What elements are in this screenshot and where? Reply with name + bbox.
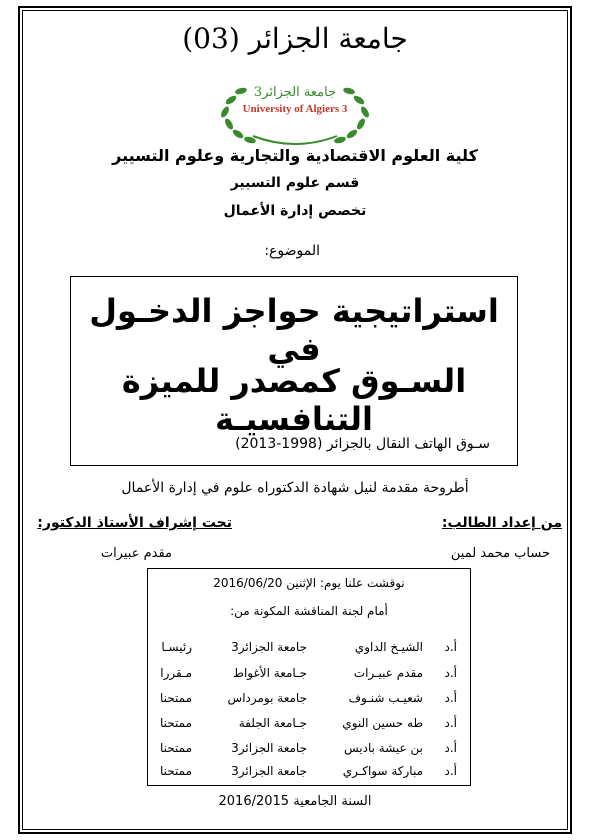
department-name: قسم علوم التسيير [230, 175, 360, 191]
jury-member-university: جامعة الجزائر3 [231, 640, 307, 654]
thesis-note: أطروحة مقدمة لنيل شهادة الدكتوراه علوم في إدارة الأعمال [121, 480, 469, 496]
jury-row [0, 764, 590, 784]
jury-member-name: طه حسين النوي [342, 716, 423, 730]
jury-member-university: جـامعة الجلفة [238, 716, 307, 730]
jury-row [0, 666, 590, 686]
logo-arabic-text: جامعة الجزائر3 [253, 85, 337, 100]
jury-member-university: جامعة الجزائر3 [231, 764, 307, 778]
academic-year: السنة الجامعية 2016/2015 [218, 794, 372, 809]
jury-member-role: ممتحنا [159, 764, 192, 778]
thesis-title-line2: السـوق كمصدر للميزة التنافسيـة [121, 362, 467, 438]
case-study-subtitle: سـوق الهاتف النقال بالجزائر (1998-2013) [235, 436, 490, 452]
jury-member-role: رئيسـا [161, 640, 192, 654]
supervisor-name: مقدم عبيرات [100, 546, 172, 561]
jury-member-role: ممتحنا [159, 691, 192, 705]
jury-title: أمام لجنة المناقشة المكونة من: [230, 604, 388, 618]
jury-member-name: الشيـخ الداوي [354, 640, 423, 654]
jury-member-university: جـامعة الأغواط [232, 666, 307, 680]
jury-member-title: أ.د [444, 691, 457, 705]
student-name: حساب محمد لمين [450, 546, 550, 561]
jury-member-title: أ.د [444, 741, 457, 755]
jury-member-name: مباركة سواكـري [342, 764, 423, 778]
defense-date: نوقشت علنا يوم: الإثنين 2016/06/20 [213, 576, 405, 590]
jury-row [0, 716, 590, 736]
jury-row [0, 640, 590, 660]
jury-row [0, 741, 590, 761]
faculty-name: كلية العلوم الاقتصادية والتجارية وعلوم التسيير [112, 146, 478, 165]
university-logo [205, 74, 385, 150]
subject-label: الموضوع: [264, 243, 320, 259]
specialty-name: تخصص إدارة الأعمال [223, 203, 367, 219]
jury-member-university: جامعة بومرداس [227, 691, 307, 705]
jury-member-name: شعيـب شنـوف [348, 691, 423, 705]
jury-member-university: جامعة الجزائر3 [231, 741, 307, 755]
jury-member-title: أ.د [444, 716, 457, 730]
student-label: من إعداد الطالب: [441, 515, 562, 531]
supervisor-label: تحت إشراف الأستاذ الدكتور: [37, 515, 232, 531]
jury-member-title: أ.د [444, 764, 457, 778]
jury-member-name: بن عيشة باديس [343, 741, 423, 755]
jury-row [0, 691, 590, 711]
jury-member-role: ممتحنا [159, 741, 192, 755]
jury-member-role: مـقررا [160, 666, 192, 680]
logo-english-text: University of Algiers 3 [242, 103, 348, 115]
thesis-title-line1: استراتيجية حواجز الدخـول في [89, 292, 499, 368]
university-name: جامعة الجزائر (03) [182, 22, 408, 55]
jury-member-title: أ.د [444, 640, 457, 654]
jury-member-role: ممتحنا [159, 716, 192, 730]
jury-member-name: مقدم عبيـرات [353, 666, 423, 680]
laurel-logo-icon [205, 74, 385, 150]
jury-member-title: أ.د [444, 666, 457, 680]
